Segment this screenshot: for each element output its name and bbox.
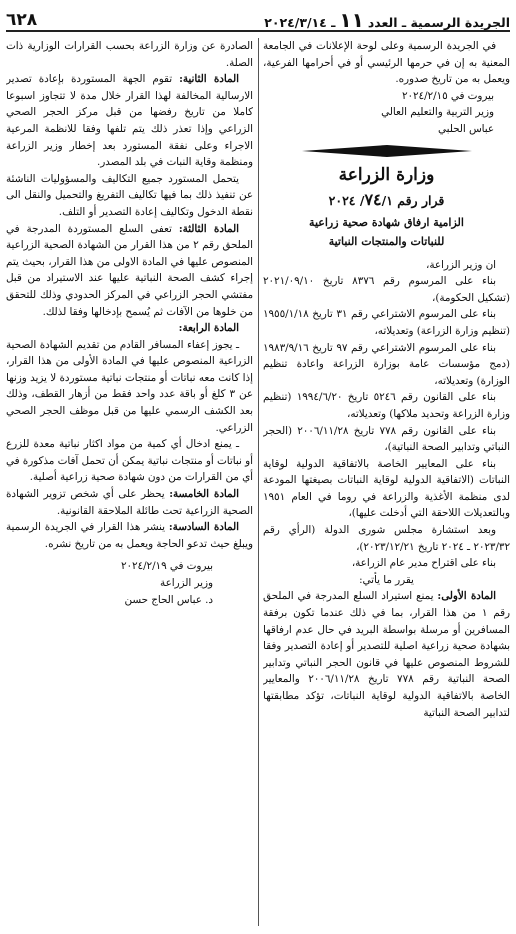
- decree-number-line: [263, 188, 510, 213]
- journal-name: الجريدة الرسمية ـ العدد: [367, 15, 510, 30]
- signature-role: وزير التربية والتعليم العالي: [381, 106, 494, 119]
- article-3: [6, 221, 253, 321]
- page-number: ٦٢٨: [6, 10, 38, 30]
- article-5-label: المادة الخامسة:: [169, 488, 239, 501]
- article-5: [6, 486, 253, 519]
- article-6-text: ينشر هذا القرار في الجريدة الرسمية ويبلغ حيث تدعو الحاجة ويعمل به من تاريخ نشره.: [6, 521, 253, 550]
- page-header: [6, 4, 510, 32]
- issue-date: ـ ٢٠٢٤/٣/١٤: [264, 15, 336, 30]
- left-signature-role: وزير الزراعة: [160, 577, 213, 589]
- article-1-text: يمنع استيراد السلع المدرجة في الملحق رقم ١ من هذا القرار، بما في ذلك عندما تكون برفقة المسافرين أو مرسلة بواسطة البريد في حال عدم ارفاقها بشهادة صحية زراعية اصلية للتصدير أو إعادة التصدير وفقا للشروط المنصوص عليها في قانون الحجر النباتي وتدابير الصحة النباتية رقم ٧٧٨ تاريخ ٢٠٠٦/١١/٢٨ والمعايير الخاصة بالاتفاقية الدولية لوقاية النباتات، تؤكد مطابقتها لتدابير الصحة النباتية: [263, 590, 510, 719]
- signature-date: بيروت في ٢٠٢٤/٢/١٥: [401, 89, 494, 102]
- column-divider: [258, 38, 259, 926]
- preamble-4: بناء على القانون رقم ٥٢٤٦ تاريخ ١٩٩٤/٦/٢٠ (تنظيم وزارة الزراعة وتحديد ملاكها) وتعديلاته،: [263, 391, 510, 420]
- left-signature-name: د. عباس الحاج حسن: [124, 593, 213, 606]
- article-6: [6, 519, 253, 552]
- preamble-2: بناء على المرسوم الاشتراعي رقم ٣١ تاريخ ١٩٥٥/١/١٨ (تنظيم وزارة الزراعة) وتعديلاته،: [263, 308, 510, 337]
- right-column: [263, 38, 510, 928]
- article-3-label: المادة الثالثة:: [178, 222, 239, 235]
- article-2: [6, 71, 253, 171]
- intro-paragraph: في الجريدة الرسمية وعلى لوحة الإعلانات في الجامعة المعنية به إن في حرمها الرئيسي أو في أحرامها الفرعية، ويعمل به من تاريخ صدوره.: [263, 40, 510, 86]
- decree-title-line-2: للنباتات والمنتجات النباتية: [328, 234, 445, 248]
- journal-title: [264, 10, 510, 30]
- decides-line: يقرر ما يأتي:: [359, 573, 414, 586]
- decree-year: /١/ ٢٠٢٤: [328, 192, 393, 208]
- article-1-label: المادة الأولى:: [437, 590, 496, 603]
- preamble-8: بناء على اقتراح مدير عام الزراعة،: [351, 557, 496, 570]
- article-2-text: تقوم الجهة المستوردة بإعادة تصدير الارسالية المخالفة لهذا القرار خلال مدة لا تتجاوز اسبوعا كاملا من تاريخ رفضها من قبل مركز الحجر الصحي الزراعي وإذا تعذر ذلك يتم تلفها وفقا للانظمة المرعية الاجراء وعلى نفقة المستورد بعد إخطار وزير الزراعة ومنظمة وقاية النبات في بلد المصدر.: [6, 73, 253, 169]
- ministry-title: وزارة الزراعة: [338, 164, 435, 185]
- article-1: [263, 588, 510, 721]
- left-signature-date: بيروت في ٢٠٢٤/٢/١٩: [120, 560, 213, 573]
- article-4-clause-1: ـ يجوز إعفاء المسافر القادم من تقديم الشهادة الصحية الزراعية المنصوص عليها في المادة الأولى من هذا القرار، إذا كانت معه نباتات أو منتجات نباتية مستوردة لا يزيد وزنها عن ٣ كلغ أو باقة عدد واحد فقط من أزهار القطف، وذلك بعد الكشف الرسمي عليها من قبل موظف الحجر الصحي الزراعي.: [6, 338, 253, 434]
- preamble-5: بناء على القانون رقم ٧٧٨ تاريخ ٢٠٠٦/١١/٢٨ (الحجر النباتي وتدابير الصحة النباتية)،: [263, 424, 510, 454]
- preamble-6: بناء على المعايير الخاصة بالاتفاقية الدولية لوقاية النباتات (الاتفاقية الدولية لوقاية النباتات بصيغتها المودعة لدى منظمة الأغذية والزراعة في روما في العام ١٩٥١ وبالتعديلات اللاحقة التي أدخلت عليها)،: [263, 457, 510, 520]
- preamble-0: ان وزير الزراعة،: [426, 258, 496, 271]
- article-5-text: يحظر على أي شخص تزوير الشهادة الصحية الزراعية تحت طائلة الملاحقة القانونية.: [6, 488, 253, 517]
- article-2-label: المادة الثانية:: [179, 73, 239, 86]
- divider-ornament-icon: [302, 144, 472, 158]
- article-2-continued: يتحمل المستورد جميع التكاليف والمسؤوليات الناشئة عن تنفيذ ذلك بما فيها تكاليف التفريغ والتحميل والنقل الى نقطة الدخول وتكاليف إعادة التصدير أو التلف.: [6, 172, 253, 218]
- continuation-text: الصادرة عن وزارة الزراعة بحسب القرارات الوزارية ذات الصلة.: [6, 40, 253, 69]
- preamble-1: بناء على المرسوم رقم ٨٣٧٦ تاريخ ٢٠٢١/٠٩/١٠ (تشكيل الحكومة)،: [263, 275, 510, 304]
- decree-label: قرار رقم: [397, 192, 445, 208]
- preamble-7: وبعد استشارة مجلس شورى الدولة (الرأي رقم ٢٠٢٣/٣٢ ـ ٢٠٢٤ تاريخ ٢٠٢٣/١٢/٢١)،: [263, 524, 510, 553]
- signature-name: عباس الحلبي: [438, 122, 494, 135]
- decree-title-line-1: الزامية ارفاق شهادة صحية زراعية: [309, 215, 464, 229]
- preamble-3: بناء على المرسوم الاشتراعي رقم ٩٧ تاريخ ١٩٨٣/٩/١٦ (دمج مؤسسات عامة بوزارة الزراعة واعادة تنظيم الوزارة) وتعديلاته،: [263, 341, 510, 387]
- article-6-label: المادة السادسة:: [168, 521, 239, 534]
- article-3-text: تعفى السلع المستوردة المدرجة في الملحق رقم ٢ من هذا القرار من الشهادة الصحية الزراعية المنصوص عليها في المادة الاولى من هذا القرار، بحيث يتم إجراء كشف الصحة النباتية عليها عند الاستيراد من قبل مفتشي الحجر الزراعي في المركز الحدودي وذلك للتحقق من خلوها من الآفات ثم يُسمح بإدخالها وفقا لذلك.: [6, 222, 253, 318]
- article-4-clause-2: ـ يمنع ادخال أي كمية من مواد اكثار نباتية معدة للزرع أو نباتات أو منتجات نباتية يمكن أن تحمل آفات مذكورة في أي من القرارات من دون شهادة صحية زراعية أصلية.: [6, 438, 253, 484]
- left-column: [6, 38, 253, 928]
- article-4-label: المادة الرابعة:: [178, 322, 239, 335]
- decree-number: ٧٤: [364, 189, 382, 209]
- issue-number: ١١: [339, 8, 364, 32]
